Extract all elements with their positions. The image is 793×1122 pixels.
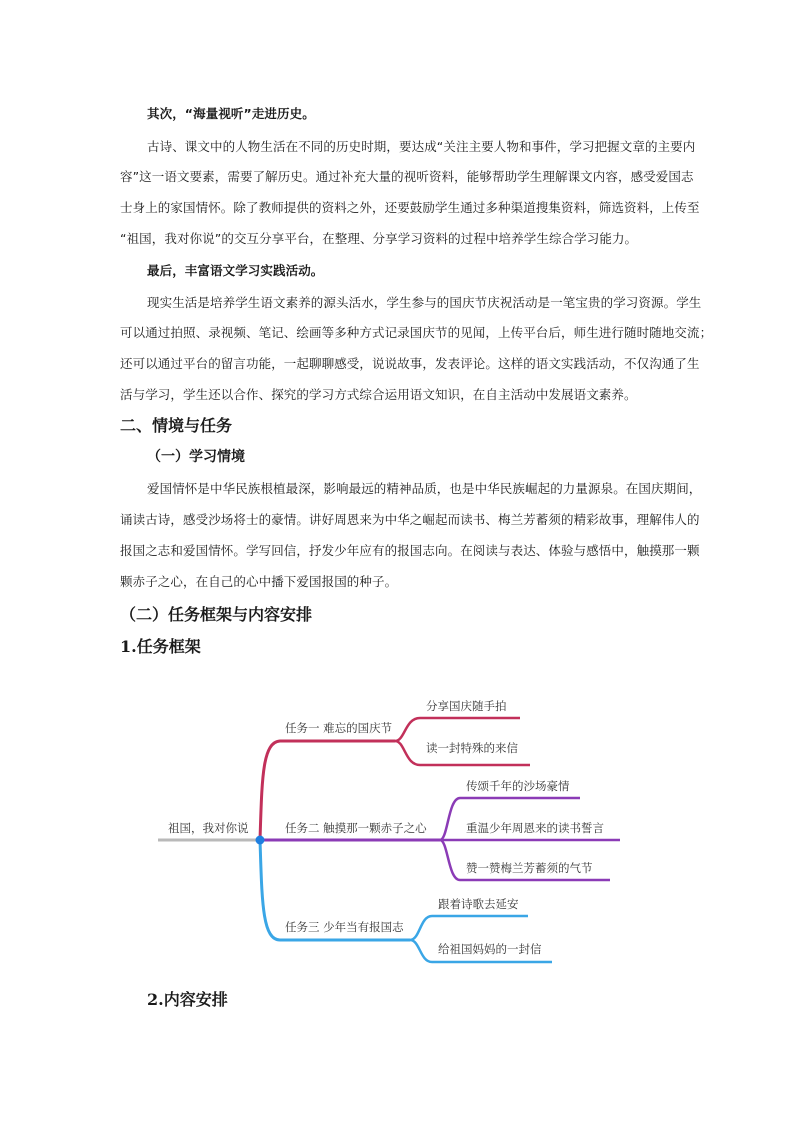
task1-sub-connector-1 — [395, 718, 520, 741]
paragraph-line: “祖国，我对你说”的交互分享平台，在整理、分享学习资料的过程中培养学生综合学习能力。 — [120, 231, 638, 246]
paragraph-line: 还可以通过平台的留言功能，一起聊聊感受，说说故事，发表评论。这样的语文实践活动，不仅沟通了生 — [120, 356, 700, 371]
task3-label: 任务三 少年当有报国志 — [285, 920, 404, 934]
subsection-title: （二）任务框架与内容安排 — [120, 605, 313, 624]
task2-item-2: 重温少年周恩来的读书誓言 — [466, 821, 604, 835]
paragraph-line: 活与学习，学生还以合作、探究的学习方式综合运用语文知识，在自主活动中发展语文素养。 — [120, 387, 637, 402]
paragraph-line: 容”这一语文要素，需要了解历史。通过补充大量的视听资料，能够帮助学生理解课文内容，感受爱国志 — [120, 169, 694, 184]
task1-label: 任务一 难忘的国庆节 — [285, 721, 393, 735]
section-title: 二、情境与任务 — [120, 416, 233, 435]
paragraph-line: 现实生活是培养学生语文素养的源头活水，学生参与的国庆节庆祝活动是一笔宝贵的学习资源。学生 — [147, 295, 702, 310]
root-label: 祖国，我对你说 — [168, 821, 249, 835]
task2-item-1: 传颂千年的沙场豪情 — [466, 779, 570, 793]
paragraph-line: 可以通过拍照、录视频、笔记、绘画等多种方式记录国庆节的见闻，上传平台后，师生进行随时随地交流； — [120, 325, 713, 340]
paragraph-line: 爱国情怀是中华民族根植最深，影响最远的精神品质，也是中华民族崛起的力量源泉。在国庆期间， — [147, 481, 702, 496]
subsection-title: （一）学习情境 — [147, 449, 245, 465]
task3-item-2: 给祖国妈妈的一封信 — [438, 942, 542, 956]
paragraph-line: 诵读古诗，感受沙场将士的豪情。讲好周恩来为中华之崛起而读书、梅兰芳蓄须的精彩故事，理解伟人的 — [120, 512, 700, 527]
heading-second: 其次，“海量视听”走进历史。 — [147, 106, 315, 121]
subsubsection-title: 2.内容安排 — [147, 990, 228, 1009]
task2-label: 任务二 触摸那一颗赤子之心 — [285, 821, 427, 835]
task1-item-2: 读一封特殊的来信 — [426, 741, 518, 755]
task1-item-1: 分享国庆随手拍 — [426, 699, 507, 713]
subsubsection-title: 1.任务框架 — [120, 637, 201, 656]
paragraph-line: 古诗、课文中的人物生活在不同的历史时期，要达成“关注主要人物和事件，学习把握文章的主要内 — [147, 139, 696, 154]
paragraph-line: 颗赤子之心，在自己的心中播下爱国报国的种子。 — [120, 574, 398, 589]
paragraph-line: 士身上的家国情怀。除了教师提供的资料之外，还要鼓励学生通过多种渠道搜集资料，筛选资料，上传至 — [120, 200, 700, 215]
task3-item-1: 跟着诗歌去延安 — [438, 897, 519, 911]
task2-item-3: 赞一赞梅兰芳蓄须的气节 — [466, 861, 593, 875]
task3-sub-connector-1 — [410, 916, 528, 940]
root-node — [256, 836, 265, 845]
paragraph-line: 报国之志和爱国情怀。学写回信，抒发少年应有的报国志向。在阅读与表达、体验与感悟中，触摸那一颗 — [120, 543, 700, 558]
heading-last: 最后，丰富语文学习实践活动。 — [147, 263, 324, 278]
